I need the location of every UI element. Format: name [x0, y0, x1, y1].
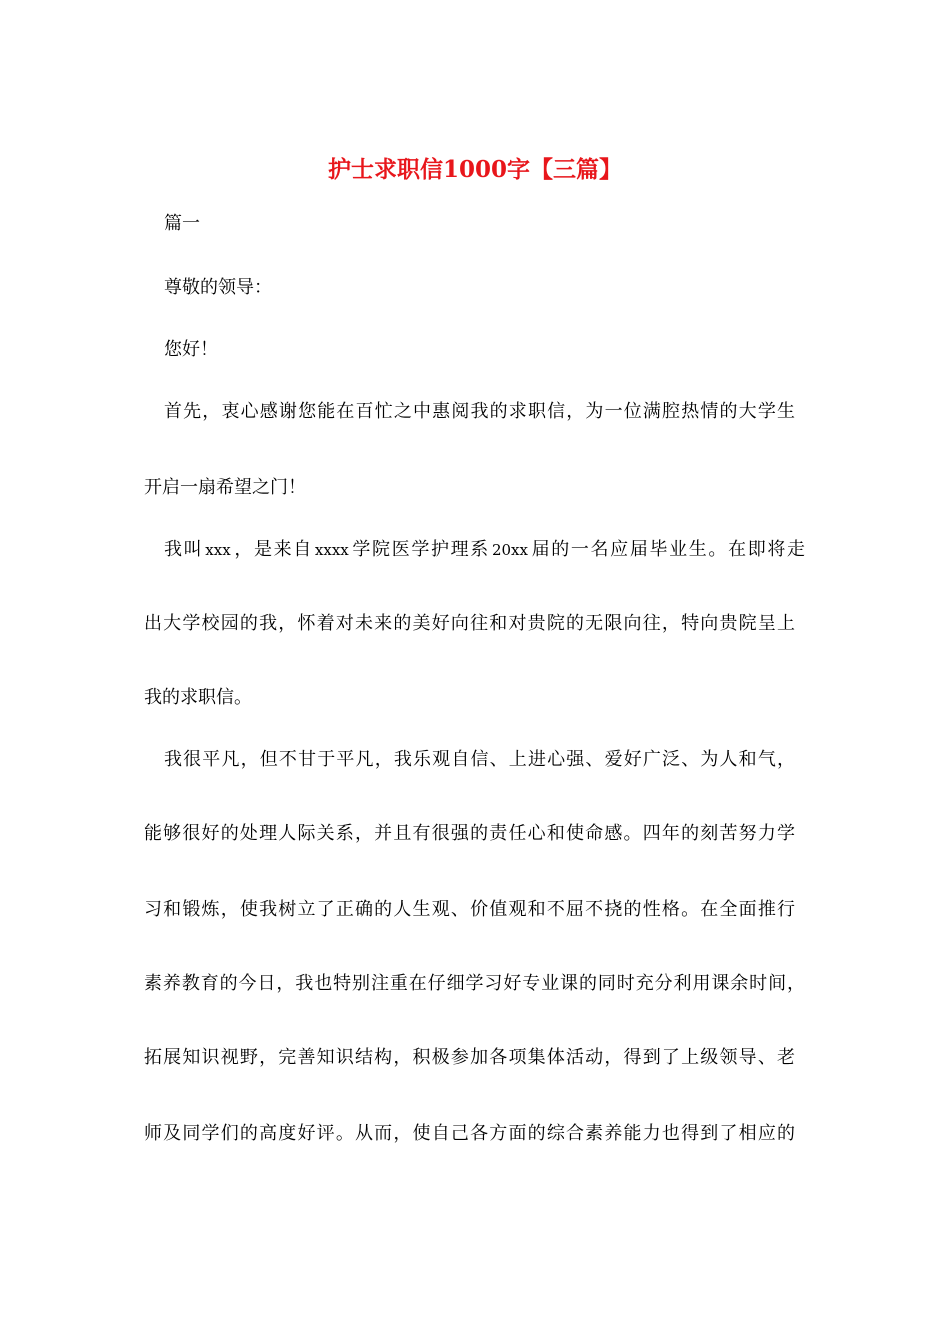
paragraph-line: 首先，衷心感谢您能在百忙之中惠阅我的求职信，为一位满腔热情的大学生 [164, 401, 795, 422]
paragraph-line: 开启一扇希望之门！ [144, 477, 306, 498]
paragraph-line: 我很平凡，但不甘于平凡，我乐观自信、上进心强、爱好广泛、为人和气， [164, 749, 795, 770]
text-segment: 我叫 [164, 539, 204, 560]
paragraph-line: 师及同学们的高度好评。从而，使自己各方面的综合素养能力也得到了相应的 [144, 1123, 795, 1144]
placeholder-name: xxx [205, 541, 231, 559]
paragraph-line-mixed [164, 538, 805, 562]
document-title: 护士求职信1000字【三篇】 [327, 156, 622, 183]
text-segment: 学院医学护理系 [350, 539, 490, 560]
paragraph-line: 出大学校园的我，怀着对未来的美好向往和对贵院的无限向往，特向贵院呈上 [144, 613, 795, 634]
salutation: 尊敬的领导： [164, 277, 272, 298]
section-heading: 篇一 [164, 213, 200, 234]
paragraph-line: 习和锻炼，使我树立了正确的人生观、价值观和不屈不挠的性格。在全面推行 [144, 899, 795, 920]
paragraph-line: 素养教育的今日，我也特别注重在仔细学习好专业课的同时充分利用课余时间， [144, 973, 805, 994]
placeholder-year: 20xx [491, 541, 528, 559]
greeting: 您好！ [164, 339, 218, 360]
text-segment: 届的一名应届毕业生。在即将走 [529, 539, 806, 560]
paragraph-line: 能够很好的处理人际关系，并且有很强的责任心和使命感。四年的刻苦努力学 [144, 823, 795, 844]
placeholder-school: xxxx [314, 541, 349, 559]
paragraph-line: 我的求职信。 [144, 687, 252, 708]
text-segment: ，是来自 [232, 539, 313, 560]
paragraph-line: 拓展知识视野，完善知识结构，积极参加各项集体活动，得到了上级领导、老 [144, 1047, 795, 1068]
